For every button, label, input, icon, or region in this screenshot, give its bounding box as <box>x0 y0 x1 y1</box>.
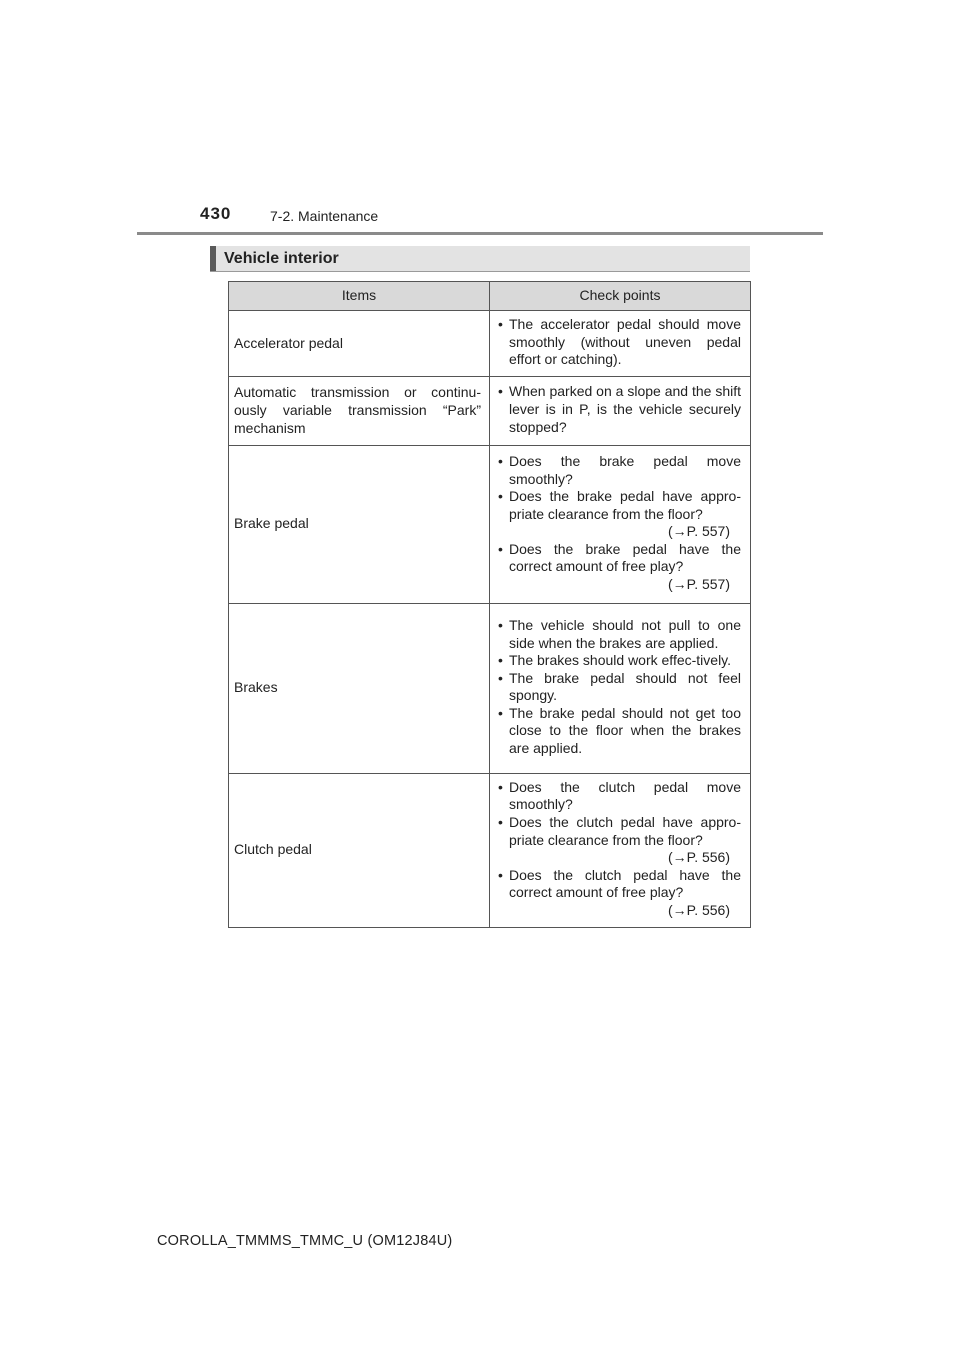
table-row <box>229 773 751 927</box>
item-cell: Automatic transmission or continu-ously variable transmission “Park” mechanism <box>229 376 490 445</box>
check-point-text: The brakes should work effec-tively. <box>509 652 732 669</box>
check-points-list <box>499 383 741 436</box>
check-point <box>499 814 741 867</box>
check-points-cell <box>490 445 751 603</box>
item-cell: Brake pedal <box>229 445 490 603</box>
table-row <box>229 376 751 445</box>
column-header-items: Items <box>229 282 490 311</box>
check-points-list <box>499 779 741 920</box>
check-point-text: Does the clutch pedal move smoothly? <box>509 778 741 813</box>
check-point <box>499 867 741 920</box>
table-row <box>229 603 751 773</box>
check-point <box>499 652 741 670</box>
check-point-text: When parked on a slope and the shift lever is in P, is the vehicle securely stopped? <box>509 383 741 435</box>
page-number: 430 <box>200 204 232 223</box>
check-table <box>228 281 751 928</box>
page-reference: (→P. 557) <box>668 523 730 540</box>
section-heading-title: Vehicle interior <box>224 250 339 267</box>
column-header-check-points: Check points <box>490 282 751 311</box>
table-row <box>229 311 751 377</box>
check-points-list <box>499 617 741 758</box>
check-points-list <box>499 316 741 369</box>
item-cell: Accelerator pedal <box>229 311 490 377</box>
check-point-text: Does the clutch pedal have appro-priate clearance from the floor? <box>509 813 741 848</box>
check-point <box>499 617 741 652</box>
check-points-cell <box>490 603 751 773</box>
section-heading <box>210 246 750 272</box>
page-reference: (→P. 557) <box>668 576 730 593</box>
check-point-text: The vehicle should not pull to one side when the brakes are applied. <box>509 616 741 651</box>
check-point-text: Does the brake pedal have appro-priate clearance from the floor? <box>509 488 741 522</box>
section-heading-bar <box>210 246 216 271</box>
check-points-cell <box>490 773 751 927</box>
check-point <box>499 383 741 436</box>
check-points-cell <box>490 311 751 377</box>
table-row <box>229 445 751 603</box>
page-reference: (→P. 556) <box>668 849 730 866</box>
check-point <box>499 541 741 594</box>
item-cell: Clutch pedal <box>229 773 490 927</box>
item-cell: Brakes <box>229 603 490 773</box>
check-point <box>499 453 741 488</box>
footer-document-id: COROLLA_TMMMS_TMMC_U (OM12J84U) <box>157 1233 453 1249</box>
section-label: 7-2. Maintenance <box>270 208 379 224</box>
check-points-cell <box>490 376 751 445</box>
check-point <box>499 316 741 369</box>
check-point-text: The accelerator pedal should move smoothly (without uneven pedal effort or catching). <box>509 316 741 368</box>
check-point <box>499 705 741 758</box>
check-points-list <box>499 453 741 594</box>
header-rule <box>137 232 823 235</box>
check-point-text: Does the clutch pedal have the correct amount of free play? <box>509 866 741 901</box>
check-point <box>499 488 741 541</box>
table-header-row <box>229 282 751 311</box>
check-point <box>499 670 741 705</box>
check-point-text: Does the brake pedal have the correct amount of free play? <box>509 540 741 575</box>
page-reference: (→P. 556) <box>668 901 730 918</box>
check-point-text: The brake pedal should not feel spongy. <box>509 669 741 704</box>
check-point-text: Does the brake pedal move smoothly? <box>509 452 741 487</box>
check-point <box>499 779 741 814</box>
check-point-text: The brake pedal should not get too close to the floor when the brakes are applied. <box>509 704 741 757</box>
